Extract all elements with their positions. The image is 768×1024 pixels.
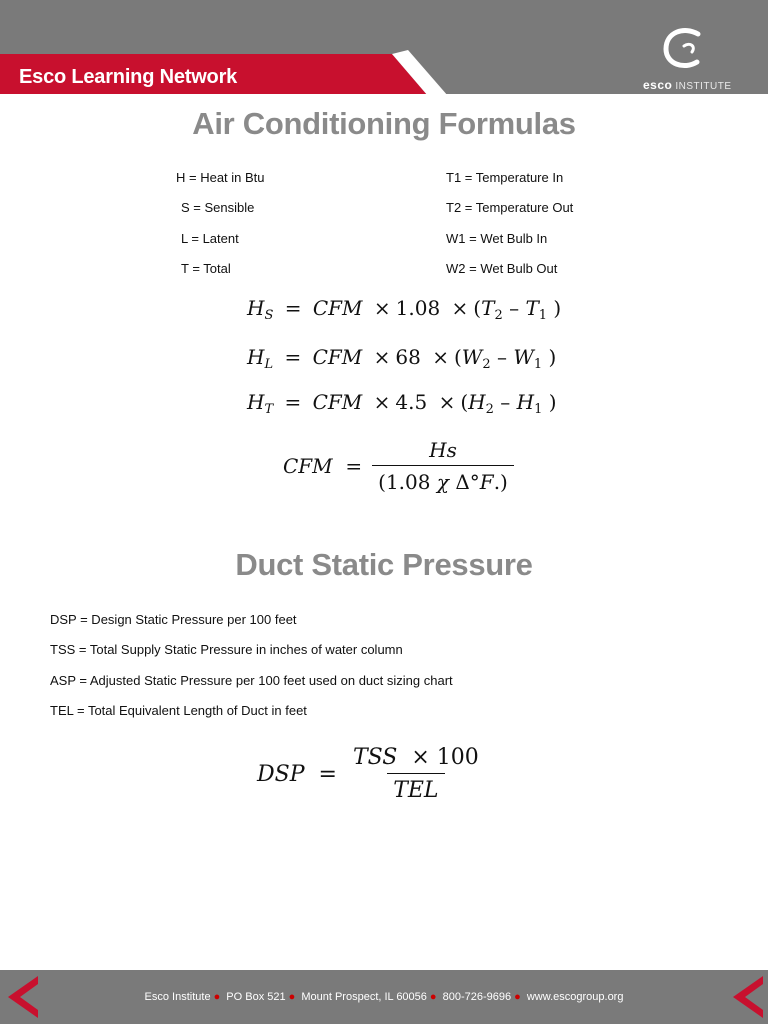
def-total: T = Total: [181, 260, 231, 276]
def-asp: ASP = Adjusted Static Pressure per 100 feet used on duct sizing chart: [50, 672, 453, 688]
def-wetbulb-out: W2 = Wet Bulb Out: [446, 260, 558, 276]
formula-total-heat: $H_T$ = CFM × $4.5 \times (H_2 - H_1$ ): [247, 390, 557, 417]
formula-sensible-heat: $H_S$ = CFM × $1.08 \times (T_2 - T_1$ ): [247, 296, 562, 323]
network-title: Esco Learning Network: [19, 66, 238, 88]
footer-phone: 800-726-9696: [442, 991, 512, 1003]
footer-contact: Esco Institute ● PO Box 521 ● Mount Prospect, IL 60056 ● 800-726-9696 ● www.escogroup.org: [144, 991, 624, 1003]
def-wetbulb-in: W1 = Wet Bulb In: [446, 230, 548, 246]
logo-sub: INSTITUTE: [675, 81, 732, 92]
def-dsp: DSP = Design Static Pressure per 100 feet: [50, 612, 297, 627]
duct-definitions: [50, 611, 453, 732]
footer-website: www.escogroup.org: [526, 991, 624, 1003]
def-heat: H = Heat in Btu: [176, 170, 265, 185]
footer-company: Esco Institute: [144, 991, 211, 1003]
chevron-left-icon-right[interactable]: [727, 974, 767, 1020]
def-latent: L = Latent: [181, 230, 239, 246]
ac-formulas-title: Air Conditioning Formulas: [192, 106, 576, 141]
footer-address: Mount Prospect, IL 60056: [301, 991, 427, 1003]
formula-cfm: CFM = $\frac{Hs}{\text{(1.08 χ Δ°F.)}}$: [283, 438, 514, 494]
def-temp-out: T2 = Temperature Out: [446, 200, 574, 216]
duct-static-pressure-title: Duct Static Pressure: [235, 547, 533, 582]
definitions-left: [176, 169, 265, 290]
footer-bar: [0, 970, 768, 1024]
def-temp-in: T1 = Temperature In: [446, 170, 564, 185]
esco-logo-text: [643, 78, 732, 92]
chevron-left-icon[interactable]: [2, 974, 42, 1020]
footer-po-box: PO Box 521: [226, 991, 286, 1003]
logo-brand: esco: [643, 78, 673, 92]
def-tel: TEL = Total Equivalent Length of Duct in feet: [50, 702, 307, 718]
definitions-right: [446, 169, 573, 290]
formula-latent-heat: $H_L$ = CFM × $68 \times (W_2 - W_1$ ): [247, 345, 557, 372]
def-sensible: S = Sensible: [181, 200, 255, 216]
formula-dsp: DSP = $\frac{\text{TSS × 100}}{\text{TEL}}$: [257, 745, 479, 803]
def-tss: TSS = Total Supply Static Pressure in inches of water column: [50, 642, 403, 658]
